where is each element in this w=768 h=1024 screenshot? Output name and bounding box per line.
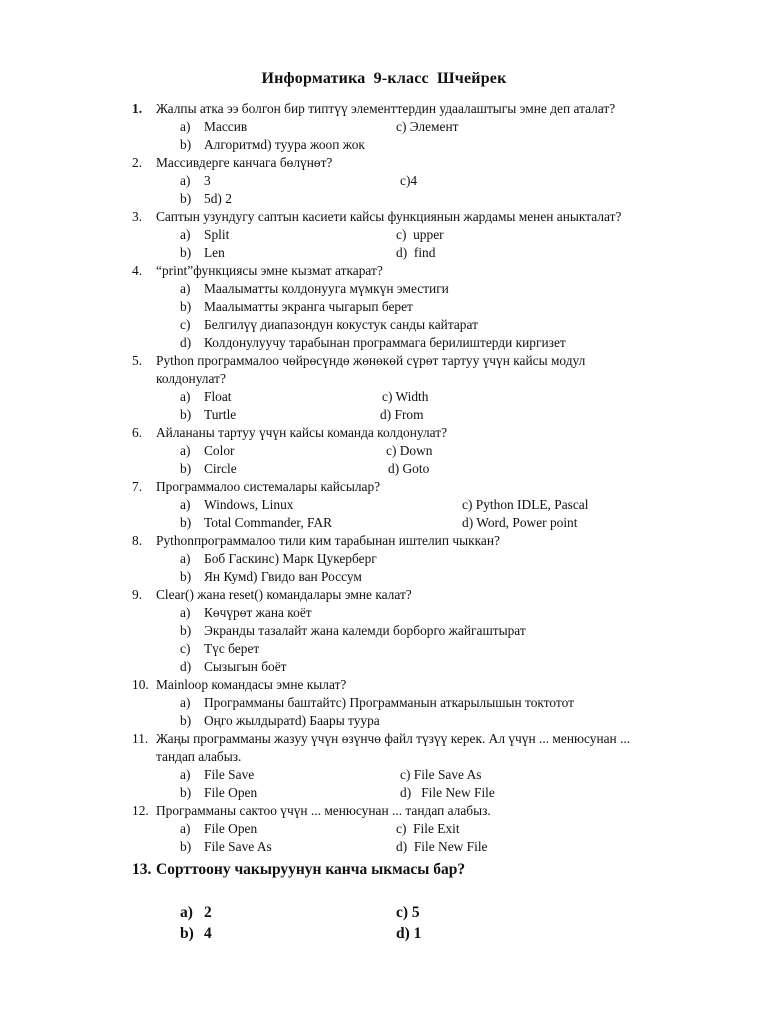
question-number: 8. — [132, 533, 143, 548]
option-letter: c) — [180, 317, 191, 332]
question-12 — [132, 802, 712, 820]
option-letter: c) — [386, 443, 397, 458]
question-number: 1. — [132, 101, 143, 116]
option-letter: c) — [180, 641, 191, 656]
option-9b — [180, 622, 526, 640]
option-text: Массив — [204, 119, 248, 134]
option-12b — [180, 838, 272, 856]
option-text: Элемент — [409, 119, 459, 134]
question-8 — [132, 532, 712, 550]
option-letter: a) — [180, 767, 191, 782]
option-letter: a) — [180, 389, 191, 404]
option-text: Боб Гаскинс) Марк Цукерберг — [204, 551, 377, 566]
question-text: Программалоо системалары кайсылар? — [156, 479, 381, 494]
question-11-continued — [132, 748, 712, 766]
option-letter: d) — [462, 515, 474, 530]
option-6c — [386, 442, 433, 460]
question-number: 5. — [132, 353, 143, 368]
option-text: Экранды тазалайт жана калемди борборго жайгаштырат — [204, 623, 526, 638]
option-letter: c) — [400, 767, 411, 782]
option-letter: c) — [396, 119, 407, 134]
question-9 — [132, 586, 712, 604]
option-text: 5d) 2 — [204, 191, 232, 206]
question-text: Массивдерге канчага бөлүнөт? — [156, 155, 333, 170]
question-text: Айлананы тартуу үчүн кайсы команда колдонулат? — [156, 425, 448, 440]
option-text: From — [394, 407, 424, 422]
option-2b — [180, 190, 232, 208]
question-number: 9. — [132, 587, 143, 602]
question-number: 4. — [132, 263, 143, 278]
option-5d — [380, 406, 424, 424]
option-text: Down — [399, 443, 433, 458]
option-text: Белгилүү диапазондун кокустук санды кайтарат — [204, 317, 478, 332]
option-text: Width — [395, 389, 429, 404]
option-letter: a) — [180, 497, 191, 512]
option-11c — [400, 766, 481, 784]
option-text: Word, Power point — [476, 515, 578, 530]
option-1c — [396, 118, 459, 136]
option-letter: a) — [180, 443, 191, 458]
option-text: Circle — [204, 461, 237, 476]
option-text: Turtle — [204, 407, 237, 422]
option-13b — [180, 925, 212, 943]
option-13c — [396, 904, 420, 922]
option-letter: a) — [180, 281, 191, 296]
option-letter: b) — [180, 407, 192, 422]
question-text: Саптын узундугу саптын касиети кайсы функциянын жардамы менен аныкталат? — [156, 209, 622, 224]
option-6a — [180, 442, 235, 460]
option-letter: d) — [396, 839, 408, 854]
option-9a — [180, 604, 312, 622]
question-text: “print”функциясы эмне кызмат аткарат? — [156, 263, 383, 278]
option-letter: b) — [180, 713, 192, 728]
option-text: 1 — [413, 925, 422, 942]
option-text: File Open — [204, 821, 258, 836]
option-letter: a) — [180, 227, 191, 242]
option-letter: b) — [180, 623, 192, 638]
option-letter: b) — [180, 299, 192, 314]
question-11 — [132, 730, 712, 748]
option-letter: c) — [400, 173, 411, 188]
option-letter: a) — [180, 605, 191, 620]
option-text: Windows, Linux — [204, 497, 294, 512]
option-letter: b) — [180, 137, 192, 152]
question-number: 6. — [132, 425, 143, 440]
option-text: Goto — [402, 461, 430, 476]
option-1b — [180, 136, 365, 154]
option-letter: c) — [382, 389, 393, 404]
question-text-continued: тандап алабыз. — [156, 749, 242, 764]
option-13a — [180, 904, 212, 922]
option-letter: b) — [180, 925, 194, 942]
option-text: Len — [204, 245, 225, 260]
option-text: Маалыматты экранга чыгарып берет — [204, 299, 413, 314]
option-text: Алгоритмd) туура жооп жок — [204, 137, 365, 152]
option-4a — [180, 280, 449, 298]
option-text: Сызыгын боёт — [204, 659, 287, 674]
option-letter: c) — [462, 497, 473, 512]
option-letter: b) — [180, 839, 192, 854]
option-4c — [180, 316, 478, 334]
page-title: Информатика 9-класс Шчейрек — [261, 70, 507, 87]
option-text: upper — [413, 227, 444, 242]
option-text: File New File — [421, 785, 495, 800]
option-text: Float — [204, 389, 232, 404]
option-5c — [382, 388, 428, 406]
question-text: Pythonпрограммалоо тили ким тарабынан иштелип чыккан? — [156, 533, 500, 548]
option-text: Көчүрөт жана коёт — [204, 605, 312, 620]
option-letter: d) — [400, 785, 412, 800]
option-text: Программаны баштайтс) Программанын аткарылышын токтотот — [204, 695, 574, 710]
option-letter: b) — [180, 461, 192, 476]
option-text: 5 — [411, 904, 420, 921]
question-text: Mainloop командасы эмне кылат? — [156, 677, 347, 692]
question-text: Python программалоо чөйрөсүндө жөнөкөй сүрөт тартуу үчүн кайсы модул — [156, 353, 586, 368]
option-11b — [180, 784, 257, 802]
question-text: Программаны сактоо үчүн ... менюсунан ... тандап алабыз. — [156, 803, 491, 818]
option-text: Split — [204, 227, 230, 242]
option-letter: a) — [180, 551, 191, 566]
option-11a — [180, 766, 254, 784]
option-4b — [180, 298, 413, 316]
question-5 — [132, 352, 712, 370]
question-number: 11. — [132, 731, 149, 746]
option-text: Маалыматты колдонууга мүмкүн эместиги — [204, 281, 449, 296]
question-1 — [132, 100, 712, 118]
option-text: 3 — [204, 173, 211, 188]
option-letter: d) — [380, 407, 392, 422]
option-text: Оңго жылдыратd) Баары туура — [204, 713, 380, 728]
option-letter: a) — [180, 173, 191, 188]
option-text: File Save — [204, 767, 255, 782]
question-number: 10. — [132, 677, 149, 692]
question-text: Жалпы атка ээ болгон бир типтүү элементтердин удаалаштыгы эмне деп аталат? — [156, 101, 616, 116]
option-7a — [180, 496, 293, 514]
option-8a — [180, 550, 377, 568]
option-text: 2 — [204, 904, 212, 921]
option-letter: b) — [180, 191, 192, 206]
option-letter: c) — [396, 821, 407, 836]
option-letter: a) — [180, 821, 191, 836]
option-text: Python IDLE, Pascal — [475, 497, 589, 512]
option-4d — [180, 334, 566, 352]
option-letter: b) — [180, 569, 192, 584]
question-7 — [132, 478, 712, 496]
option-3a — [180, 226, 229, 244]
option-letter: a) — [180, 904, 193, 921]
option-5a — [180, 388, 232, 406]
option-letter: d) — [396, 245, 408, 260]
option-8b — [180, 568, 362, 586]
question-number: 12. — [132, 803, 149, 818]
option-6d — [388, 460, 429, 478]
option-letter: b) — [180, 785, 192, 800]
option-5b — [180, 406, 236, 424]
option-text: File Save As — [413, 767, 482, 782]
option-letter: d) — [180, 335, 192, 350]
question-5-continued — [132, 370, 712, 388]
option-2c — [400, 172, 417, 190]
option-letter: c) — [396, 904, 409, 921]
option-1a — [180, 118, 247, 136]
question-2 — [132, 154, 712, 172]
option-9d — [180, 658, 287, 676]
question-number: 7. — [132, 479, 143, 494]
question-text-continued: колдонулат? — [156, 371, 226, 386]
question-4 — [132, 262, 712, 280]
option-text: 4 — [410, 173, 418, 188]
question-number: 3. — [132, 209, 143, 224]
option-7d — [462, 514, 577, 532]
question-text: Clear() жана reset() командалары эмне калат? — [156, 587, 412, 602]
question-13 — [132, 861, 712, 879]
option-11d — [400, 784, 495, 802]
option-3b — [180, 244, 225, 262]
option-text: File Exit — [413, 821, 460, 836]
option-10b — [180, 712, 380, 730]
question-text: Жаңы программаны жазуу үчүн өзүнчө файл түзүү керек. Ал үчүн ... менюсунан ... — [156, 731, 631, 746]
option-letter: d) — [388, 461, 400, 476]
question-number: 13. — [132, 861, 152, 878]
option-2a — [180, 172, 211, 190]
option-letter: a) — [180, 119, 191, 134]
option-letter: d) — [396, 925, 410, 942]
question-number: 2. — [132, 155, 143, 170]
option-text: Total Commander, FAR — [204, 515, 333, 530]
option-7c — [462, 496, 588, 514]
option-letter: b) — [180, 245, 192, 260]
question-3 — [132, 208, 712, 226]
option-letter: d) — [180, 659, 192, 674]
question-6 — [132, 424, 712, 442]
option-letter: c) — [396, 227, 407, 242]
option-3d — [396, 244, 435, 262]
option-text: File Open — [204, 785, 258, 800]
option-text: File New File — [413, 839, 488, 854]
option-10a — [180, 694, 574, 712]
option-12c — [396, 820, 460, 838]
option-12d — [396, 838, 488, 856]
option-text: find — [413, 245, 436, 260]
option-text: Түс берет — [204, 641, 260, 656]
option-letter: b) — [180, 515, 192, 530]
option-7b — [180, 514, 332, 532]
option-text: Color — [204, 443, 235, 458]
question-text: Сорттоону чакыруунун канча ыкмасы бар? — [156, 861, 466, 878]
option-text: Ян Кумd) Гвидо ван Россум — [204, 569, 362, 584]
option-text: File Save As — [204, 839, 272, 854]
option-letter: a) — [180, 695, 191, 710]
option-text: Колдонулуучу тарабынан программага берилиштерди киргизет — [204, 335, 566, 350]
option-6b — [180, 460, 237, 478]
option-9c — [180, 640, 259, 658]
option-text: 4 — [204, 925, 212, 942]
option-13d — [396, 925, 421, 943]
question-10 — [132, 676, 712, 694]
option-12a — [180, 820, 257, 838]
option-3c — [396, 226, 444, 244]
